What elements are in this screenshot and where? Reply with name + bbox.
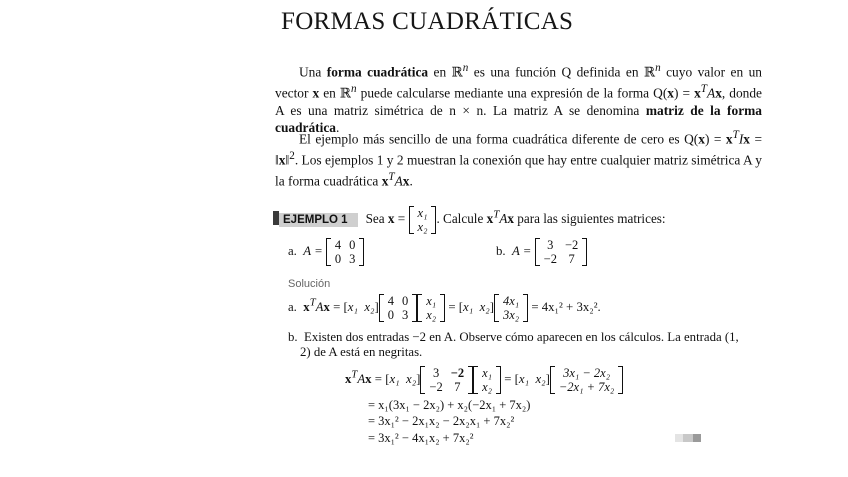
vector-prod-b: 3x₁ − 2x₂ −2x₁ + 7x₂ xyxy=(550,366,623,394)
solution-a: a. $x^TAx = [x_1$ x₂] 4 0 0 3 x₁ x₂ = [x₁ x₂] 4x₁ 3x₂ = 4x₁² + 3x₂². xyxy=(288,294,601,322)
solution-b-line2: = 3x₁² − 2x₁x₂ − 2x₂x₁ + 7x₂² xyxy=(368,414,515,428)
solution-b-text2: 2) de A está en negritas. xyxy=(300,345,423,359)
paragraph-example-intro: El ejemplo más sencillo de una forma cuadrática diferente de cero es $Q(x) = x^TIx$ = ‖x‖$^2$. Los ejemplos 1 y 2 muestran la conexión que hay entre cualquier matriz simétrica A y la forma cuadrática $x^TAx$. xyxy=(275,129,762,189)
example-label: EJEMPLO 1 xyxy=(279,213,358,227)
solution-b-text1: b. Existen dos entradas −2 en A. Observe cómo aparecen en los cálculos. La entrada (1, xyxy=(288,330,739,344)
paragraph-definition: Una forma cuadrática en ℝ$^n$ es una función Q definida en ℝ$^n$ cuyo valor en un vector x en ℝ$^n$ puede calcularse mediante una expresión de la forma $Q(x) = x^TAx$, donde A es una matriz simétrica de n × n. La matriz A se denomina matriz de la forma cuadrática. xyxy=(275,62,762,136)
vector-prod-a: 4x₁ 3x₂ xyxy=(494,294,528,322)
vector-x: x₁ x₂ xyxy=(409,206,437,234)
matrix-a: 4 0 0 3 xyxy=(326,238,365,266)
matrix-b-solution: 3 −2 −2 7 xyxy=(420,366,473,394)
vector-col-b: x₁ x₂ xyxy=(473,366,501,394)
solution-b-line1: = x₁(3x₁ − 2x₂) + x₂(−2x₁ + 7x₂) xyxy=(368,398,531,412)
solution-heading: Solución xyxy=(288,278,331,290)
part-b: b. A = 3 −2 −2 7 xyxy=(496,238,587,266)
section-title: FORMAS CUADRÁTICAS xyxy=(281,8,574,35)
solution-b-line3: = 3x₁² − 4x₁x₂ + 7x₂² xyxy=(368,431,474,445)
vector-col-a: x₁ x₂ xyxy=(417,294,445,322)
solution-b-eq: $x^TAx = [x_1$ x₂] 3 −2 −2 7 x₁ x₂ = [x₁ x₂] 3x₁ − 2x₂ −2x₁ + 7x₂ xyxy=(345,366,623,394)
matrix-b: 3 −2 −2 7 xyxy=(535,238,588,266)
end-of-example-marker xyxy=(675,434,701,442)
example-heading: EJEMPLO 1 Sea x = x₁ x₂ . Calcule $x^TAx$ para las siguientes matrices: xyxy=(273,206,666,234)
matrix-a-solution: 4 0 0 3 xyxy=(379,294,418,322)
part-a: a. A = 4 0 0 3 xyxy=(288,238,364,266)
